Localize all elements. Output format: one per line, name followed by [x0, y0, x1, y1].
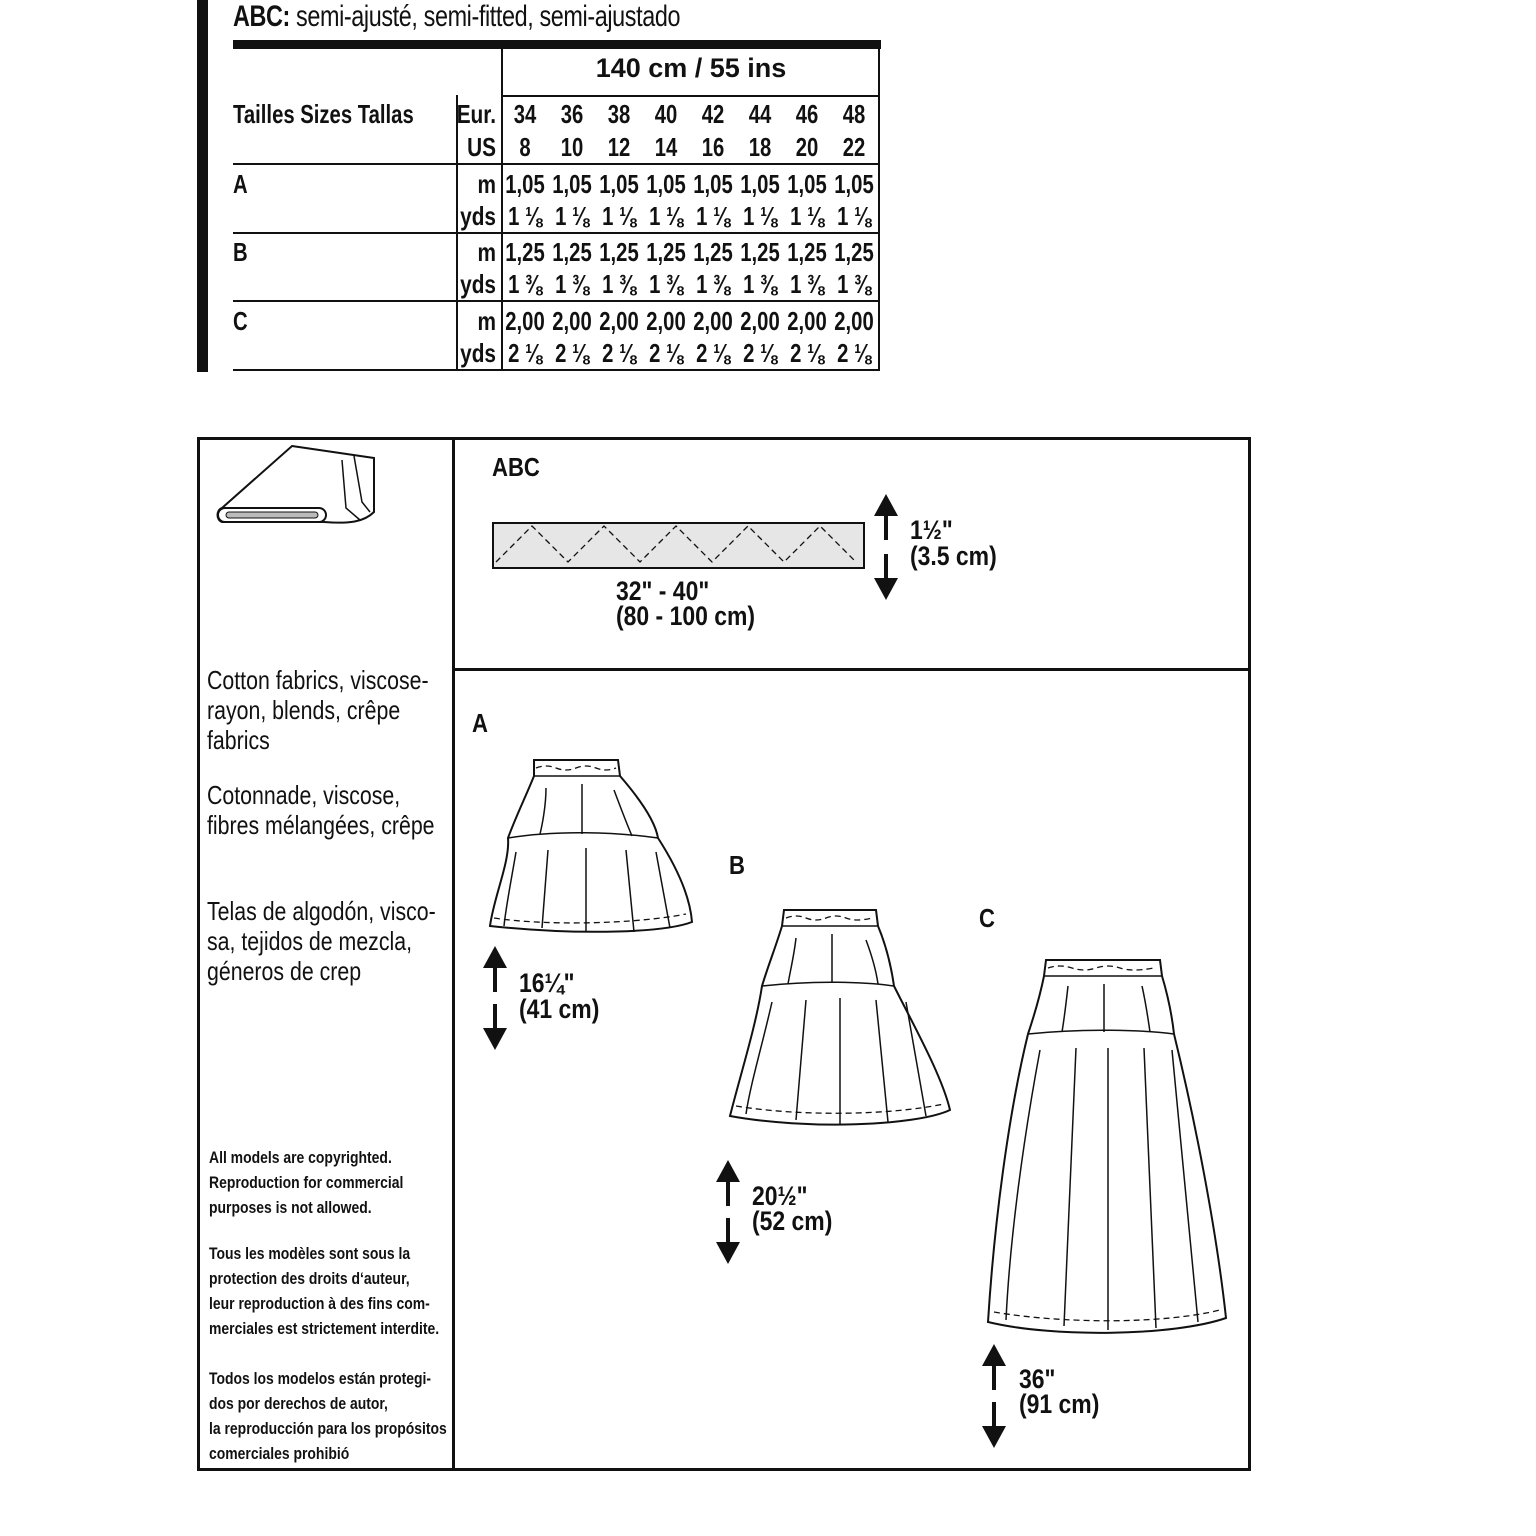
table-rule — [233, 232, 880, 234]
meters-cell: 1,25 — [740, 237, 780, 267]
fabric-line: Cotton fabrics, viscose- — [207, 665, 429, 695]
copyright-line: Tous les modèles sont sous la — [209, 1244, 411, 1263]
fabric-suggestions-fr — [207, 780, 435, 840]
meters-cell: 2,00 — [740, 306, 780, 336]
view-c-length: 36" — [1019, 1364, 1056, 1394]
fabric-line: fibres mélangées, crêpe — [207, 810, 435, 840]
elastic-length-cm: (80 - 100 cm) — [616, 601, 756, 631]
us-size-cell: 10 — [560, 132, 584, 162]
table-rule — [233, 369, 880, 371]
fit-description — [233, 0, 680, 34]
eur-size-cell: 38 — [607, 99, 631, 129]
fabric-line: Telas de algodón, visco- — [207, 896, 436, 926]
table-rule — [233, 163, 880, 165]
unit-m: m — [477, 237, 496, 267]
yards-cell: 2 ⅛ — [743, 338, 777, 368]
meters-cell: 1,25 — [787, 237, 827, 267]
meters-cell: 1,25 — [552, 237, 592, 267]
meters-cell: 1,05 — [834, 169, 874, 199]
view-b-label: B — [729, 850, 745, 880]
unit-m: m — [477, 169, 496, 199]
fabric-line: sa, tejidos de mezcla, — [207, 926, 413, 956]
table-right-border — [878, 49, 880, 371]
yards-cell: 1 ⅛ — [602, 201, 636, 231]
panel-divider-horizontal — [452, 668, 1251, 671]
left-margin-bar — [197, 0, 208, 372]
copyright-line: Reproduction for commercial — [209, 1173, 404, 1192]
fabric-line: Cotonnade, viscose, — [207, 780, 401, 810]
yards-cell: 1 ⅜ — [602, 269, 636, 299]
sizes-label: Tailles Sizes Tallas — [233, 99, 414, 129]
meters-cell: 2,00 — [693, 306, 733, 336]
table-rule — [503, 95, 880, 97]
meters-cell: 1,25 — [505, 237, 545, 267]
elastic-length: 32" - 40" — [616, 576, 710, 606]
us-label: US — [467, 132, 496, 162]
meters-cell: 1,05 — [787, 169, 827, 199]
meters-cell: 1,25 — [599, 237, 639, 267]
elastic-width-cm: (3.5 cm) — [910, 541, 997, 571]
us-size-cell: 12 — [607, 132, 631, 162]
table-top-rule — [233, 40, 881, 49]
copyright-line: merciales est strictement interdite. — [209, 1319, 440, 1338]
fabric-bolt-icon — [214, 444, 379, 526]
yards-cell: 1 ⅛ — [837, 201, 871, 231]
copyright-line: purposes is not allowed. — [209, 1198, 372, 1217]
meters-cell: 2,00 — [505, 306, 545, 336]
yards-cell: 2 ⅛ — [649, 338, 683, 368]
eur-size-cell: 36 — [560, 99, 584, 129]
eur-size-cell: 42 — [701, 99, 725, 129]
meters-cell: 1,05 — [693, 169, 733, 199]
yards-cell: 2 ⅛ — [696, 338, 730, 368]
yards-cell: 2 ⅛ — [555, 338, 589, 368]
unit-yds: yds — [460, 201, 496, 231]
fit-text: semi-ajusté, semi-fitted, semi-ajustado — [296, 0, 681, 33]
meters-cell: 2,00 — [787, 306, 827, 336]
eur-size-cell: 40 — [654, 99, 678, 129]
us-size-cell: 20 — [795, 132, 819, 162]
yards-cell: 1 ⅜ — [649, 269, 683, 299]
meters-cell: 2,00 — [646, 306, 686, 336]
eur-size-cell: 48 — [842, 99, 866, 129]
yards-cell: 1 ⅜ — [790, 269, 824, 299]
meters-cell: 1,25 — [834, 237, 874, 267]
view-c-label: C — [979, 903, 995, 933]
us-size-cell: 16 — [701, 132, 725, 162]
unit-yds: yds — [460, 269, 496, 299]
yards-cell: 1 ⅛ — [743, 201, 777, 231]
yards-cell: 1 ⅛ — [508, 201, 542, 231]
meters-cell: 1,05 — [646, 169, 686, 199]
copyright-line: All models are copyrighted. — [209, 1148, 392, 1167]
meters-cell: 1,05 — [552, 169, 592, 199]
yards-cell: 1 ⅜ — [508, 269, 542, 299]
fabric-line: fabrics — [207, 725, 270, 755]
length-arrow-icon — [481, 946, 509, 1050]
yards-cell: 2 ⅛ — [602, 338, 636, 368]
fabric-line: géneros de crep — [207, 956, 362, 986]
meters-cell: 2,00 — [834, 306, 874, 336]
fit-code: ABC: — [233, 0, 290, 33]
eur-label: Eur. — [456, 99, 496, 129]
copyright-en — [209, 1145, 403, 1220]
eur-size-cell: 46 — [795, 99, 819, 129]
yards-cell: 1 ⅛ — [555, 201, 589, 231]
copyright-line: dos por derechos de autor, — [209, 1394, 388, 1413]
eur-size-cell: 34 — [513, 99, 537, 129]
copyright-line: comerciales prohibió — [209, 1444, 350, 1463]
eur-size-cell: 44 — [748, 99, 772, 129]
copyright-line: Todos los modelos están protegi- — [209, 1369, 432, 1388]
us-size-cell: 18 — [748, 132, 772, 162]
meters-cell: 1,25 — [646, 237, 686, 267]
meters-cell: 1,05 — [740, 169, 780, 199]
skirt-c-icon — [984, 956, 1230, 1336]
unit-yds: yds — [460, 338, 496, 368]
us-size-cell: 14 — [654, 132, 678, 162]
yards-cell: 2 ⅛ — [508, 338, 542, 368]
elastic-width: 1½" — [910, 515, 953, 545]
yards-cell: 1 ⅜ — [555, 269, 589, 299]
view-c-length-cm: (91 cm) — [1019, 1389, 1100, 1419]
fabric-suggestions-es — [207, 896, 436, 986]
length-arrow-icon — [872, 494, 900, 600]
view-b-row-label: B — [233, 237, 248, 267]
yards-cell: 1 ⅜ — [743, 269, 777, 299]
us-size-cell: 22 — [842, 132, 866, 162]
fabric-width-header: 140 cm / 55 ins — [595, 53, 787, 83]
view-b-length: 20½" — [752, 1181, 808, 1211]
meters-cell: 2,00 — [599, 306, 639, 336]
us-size-cell: 8 — [519, 132, 531, 162]
yards-cell: 1 ⅜ — [837, 269, 871, 299]
length-arrow-icon — [714, 1160, 742, 1264]
skirt-a-icon — [486, 756, 696, 938]
yards-cell: 2 ⅛ — [790, 338, 824, 368]
unit-m: m — [477, 306, 496, 336]
table-rule — [233, 300, 880, 302]
notions-label: ABC — [492, 452, 540, 482]
copyright-line: la reproducción para los propósitos — [209, 1419, 447, 1438]
meters-cell: 1,25 — [693, 237, 733, 267]
copyright-es — [209, 1366, 447, 1466]
view-a-row-label: A — [233, 169, 248, 199]
elastic-strip-icon — [492, 522, 866, 570]
meters-cell: 2,00 — [552, 306, 592, 336]
view-a-label: A — [472, 708, 488, 738]
view-a-length: 16¼" — [519, 968, 575, 998]
panel-divider-vertical — [452, 437, 455, 1471]
meters-cell: 1,05 — [505, 169, 545, 199]
yardage-table — [0, 0, 900, 380]
skirt-b-icon — [726, 906, 954, 1132]
meters-cell: 1,05 — [599, 169, 639, 199]
view-c-row-label: C — [233, 306, 248, 336]
copyright-fr — [209, 1241, 439, 1341]
length-arrow-icon — [980, 1344, 1008, 1448]
view-a-length-cm: (41 cm) — [519, 994, 600, 1024]
yards-cell: 1 ⅛ — [696, 201, 730, 231]
view-b-length-cm: (52 cm) — [752, 1206, 833, 1236]
copyright-line: protection des droits d‘auteur, — [209, 1269, 410, 1288]
fabric-line: rayon, blends, crêpe — [207, 695, 401, 725]
copyright-line: leur reproduction à des fins com- — [209, 1294, 430, 1313]
yards-cell: 1 ⅛ — [790, 201, 824, 231]
yards-cell: 1 ⅛ — [649, 201, 683, 231]
yards-cell: 1 ⅜ — [696, 269, 730, 299]
fabric-suggestions-en — [207, 665, 429, 755]
yards-cell: 2 ⅛ — [837, 338, 871, 368]
